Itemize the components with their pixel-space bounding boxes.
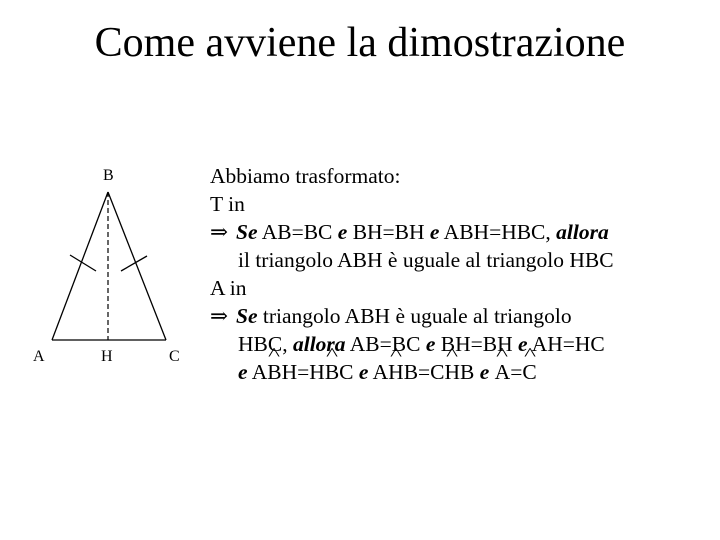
angle-hat: H ^ bbox=[388, 358, 404, 386]
implies-icon: ⇒ bbox=[210, 220, 229, 244]
side-ab bbox=[52, 192, 108, 340]
side-bc bbox=[108, 192, 166, 340]
text-line-2: T in bbox=[210, 192, 245, 216]
text-line-1: Abbiamo trasformato: bbox=[210, 164, 401, 188]
angle-hat: H ^ bbox=[445, 358, 461, 386]
text-line-7: HBC, allora AB=BC e BH=BH e AH=HC bbox=[238, 332, 605, 356]
vertex-label-a: A bbox=[33, 348, 45, 365]
vertex-label-c: C bbox=[169, 348, 180, 365]
angle-hat: B ^ bbox=[325, 358, 339, 386]
text-line-4: il triangolo ABH è uguale al triangolo HBC bbox=[238, 248, 614, 272]
vertex-label-b: B bbox=[103, 167, 114, 184]
text-line-5: A in bbox=[210, 276, 247, 300]
text-line-6: ⇒ Se triangolo ABH è uguale al triangolo bbox=[210, 304, 572, 328]
text-line-3: ⇒ Se AB=BC e BH=BH e ABH=HBC, allora bbox=[210, 220, 609, 244]
text-line-8: e AB ^H=HB ^C e AH ^B=CH ^B e A ^=C ^ bbox=[210, 358, 715, 386]
explanation-text bbox=[210, 162, 715, 386]
angle-hat: B ^ bbox=[267, 358, 281, 386]
implies-icon: ⇒ bbox=[210, 304, 229, 328]
angle-hat: C ^ bbox=[522, 358, 536, 386]
vertex-label-h: H bbox=[101, 348, 113, 365]
page-title: Come avviene la dimostrazione bbox=[94, 20, 626, 66]
angle-hat: A ^ bbox=[495, 358, 511, 386]
